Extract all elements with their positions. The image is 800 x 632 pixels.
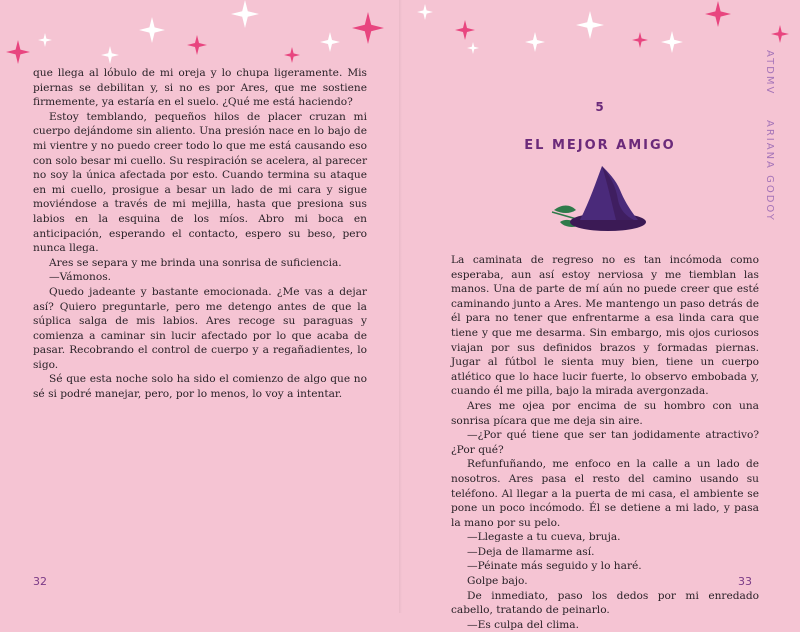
page-number-left: 32 <box>33 575 47 588</box>
sparkle-star-icon <box>525 32 545 52</box>
paragraph: —Deja de llamarme así. <box>467 545 595 558</box>
sparkle-star-icon <box>417 4 433 20</box>
sparkle-star-icon <box>6 40 30 64</box>
witch-hat-icon <box>546 160 656 235</box>
page-number-right: 33 <box>738 575 752 588</box>
left-page-body <box>33 66 367 402</box>
paragraph: Ares se separa y me brinda una sonrisa de suficiencia. <box>49 256 342 269</box>
sparkle-star-icon <box>352 12 384 44</box>
paragraph: —Es culpa del clima. <box>467 618 579 631</box>
running-head-abbrev: ATDMV <box>764 50 775 96</box>
paragraph: La caminata de regreso no es tan incómoda como esperaba, aun así estoy nerviosa y me tiemblan las manos. Una de parte de mí aún no puede creer que esté caminando junto a Ares. Me mantengo un paso detrás de él para no tener que enfrentarme a esa linda cara que tiene y que me desarma. Sin embargo, mis ojos curiosos viajan por sus definidos brazos y formadas piernas. Jugar al fútbol le sienta muy bien, tiene un cuerpo atlético que lo hace lucir fuerte, lo observo embobada y, cuando él me pilla, bajo la mirada avergonzada. <box>451 254 759 398</box>
sparkle-star-icon <box>320 32 340 52</box>
sparkle-star-icon <box>187 35 207 55</box>
paragraph: Ares me ojea por encima de su hombro con una sonrisa pícara que me deja sin aire. <box>451 399 759 427</box>
paragraph: —Vámonos. <box>49 271 112 284</box>
sparkle-star-icon <box>284 47 300 63</box>
sparkle-star-icon <box>632 32 648 48</box>
paragraph: —¿Por qué tiene que ser tan jodidamente atractivo? ¿Por qué? <box>451 429 759 456</box>
paragraph: Estoy temblando, pequeños hilos de placer cruzan mi cuerpo dejándome sin aliento. Una presión nace en lo bajo de mi vientre y no puedo creer todo lo que me está causando eso con solo besar mi cuello. Su respiración se acelera, al parecer no soy la única afectada por esto. Cuando termina su ataque en mi cuello, prosigue a besar un lado de mi cara y sigue moviéndose a través de mi mejilla, hasta que presiona sus labios en la esquina de los míos. Abro mi boca en anticipación, esperando el contacto, espero su beso, pero nunca llega. <box>33 110 368 255</box>
chapter-title: EL MEJOR AMIGO <box>524 138 676 153</box>
sparkle-star-icon <box>467 42 479 54</box>
paragraph: Quedo jadeante y bastante emocionada. ¿Me vas a dejar así? Quiero preguntarle, pero me detengo antes de que la súplica salga de mis labios. Ares recoge su paraguas y comienza a caminar sin lucir afectado por lo que acaba de pasar. Recobrando el control de cuerpo y a regañadientes, lo sigo. <box>33 285 367 371</box>
paragraph: De inmediato, paso los dedos por mi enredado cabello, tratando de peinarlo. <box>451 589 759 617</box>
sparkle-star-icon <box>139 17 165 43</box>
sparkle-star-icon <box>705 1 731 27</box>
sparkle-star-icon <box>38 33 52 47</box>
paragraph: Refunfuñando, me enfoco en la calle a un lado de nosotros. Ares pasa el resto del camino usando su teléfono. Al llegar a la puerta de mi casa, el ambiente se pone un poco incómodo. Él se detiene a mi lado, y pasa la mano por su pelo. <box>451 458 759 529</box>
sparkle-star-icon <box>661 31 683 53</box>
sparkle-star-icon <box>576 11 604 39</box>
paragraph: —Llegaste a tu cueva, bruja. <box>467 531 621 544</box>
page-gutter <box>399 0 402 613</box>
paragraph: que llega al lóbulo de mi oreja y lo chupa ligeramente. Mis piernas se debilitan y, si no es por Ares, que me sostiene firmemente, ya estaría en el suelo. ¿Qué me está haciendo? <box>33 67 367 109</box>
running-head-author: ARIANA GODOY <box>764 119 775 222</box>
paragraph: Sé que esta noche solo ha sido el comienzo de algo que no sé si podré manejar, pero, por lo menos, lo voy a intentar. <box>33 373 367 401</box>
sparkle-star-icon <box>101 46 119 64</box>
sparkle-star-icon <box>771 25 789 43</box>
running-head <box>764 50 775 222</box>
right-page-body <box>451 253 759 632</box>
sparkle-star-icon <box>455 20 475 40</box>
chapter-number: 5 <box>595 100 605 114</box>
paragraph: —Péinate más seguido y lo haré. <box>467 560 642 573</box>
sparkle-star-icon <box>231 0 259 28</box>
paragraph: Golpe bajo. <box>467 575 528 588</box>
